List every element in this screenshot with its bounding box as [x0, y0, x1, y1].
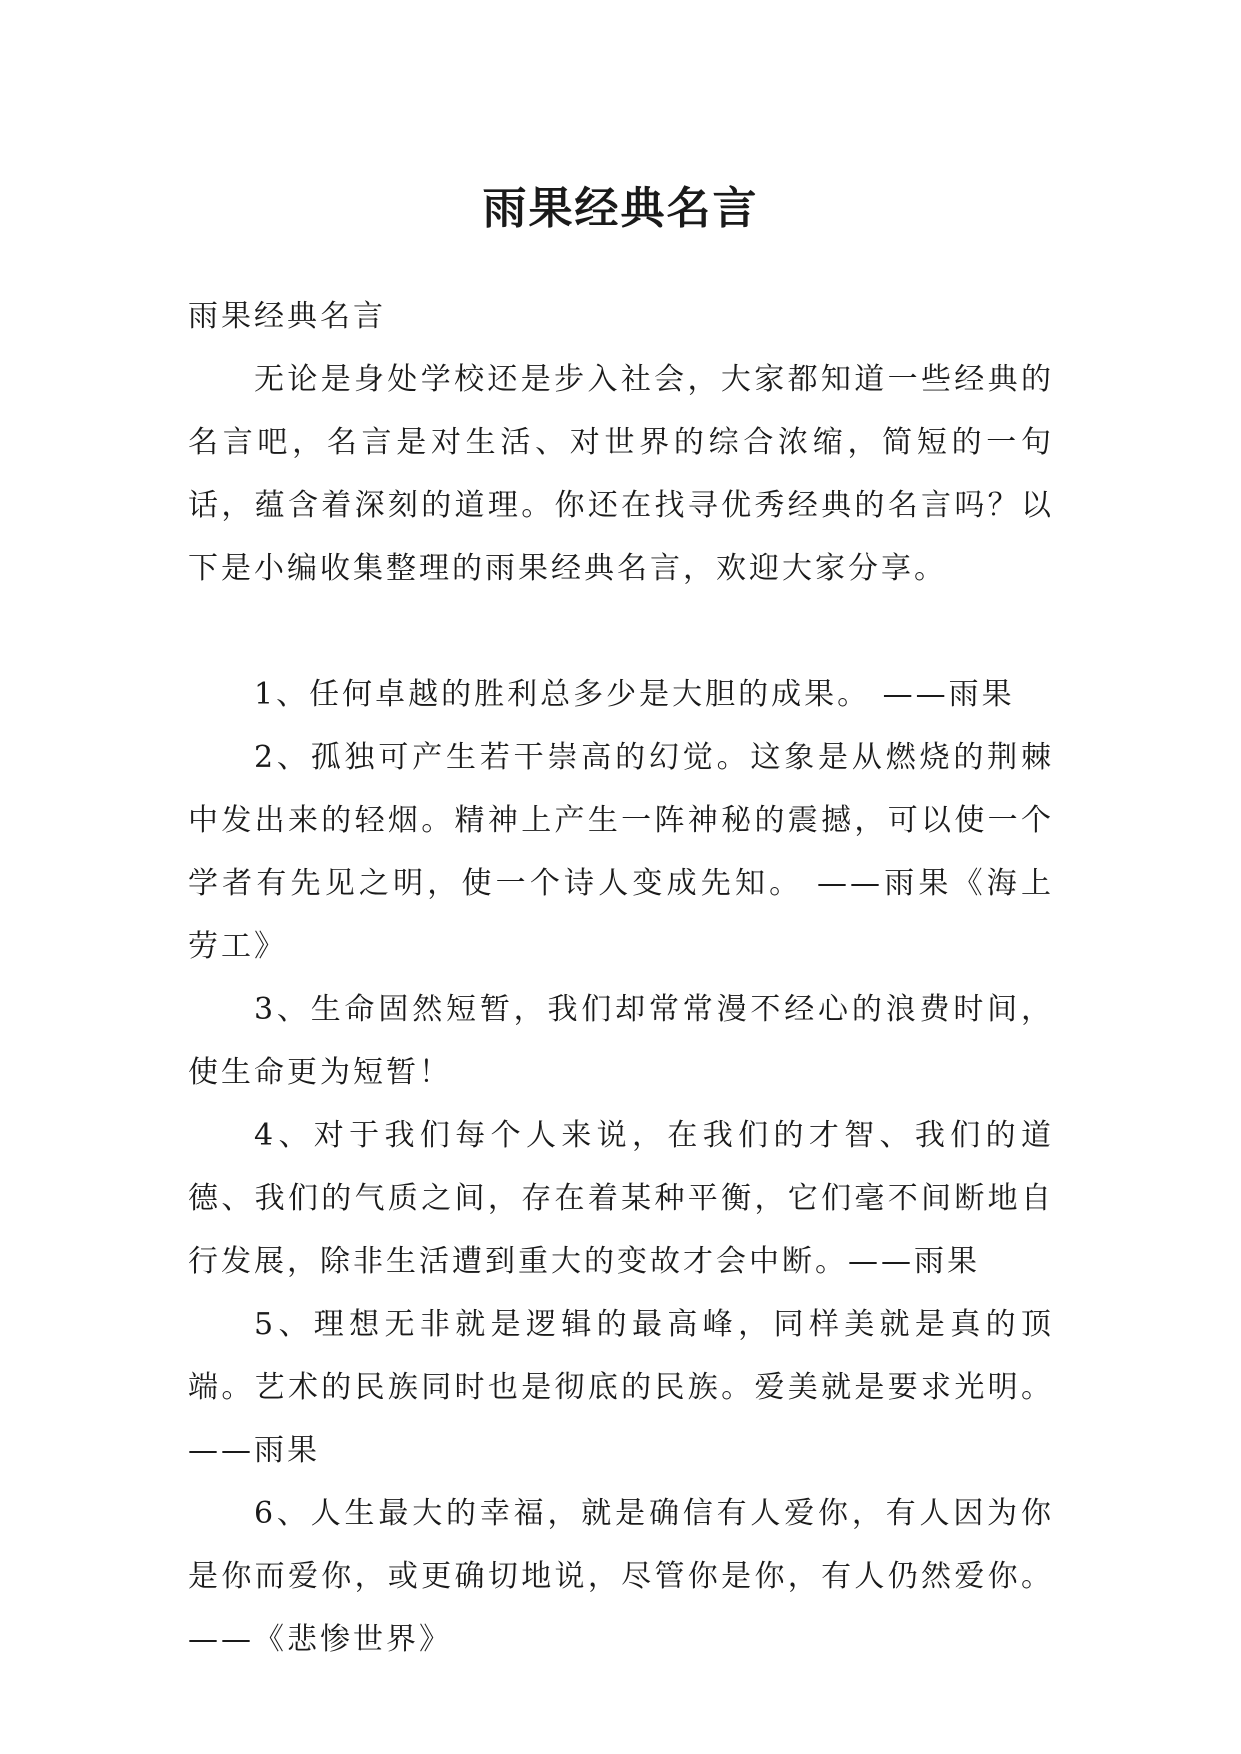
quote-item: 2、孤独可产生若干崇高的幻觉。这象是从燃烧的荆棘中发出来的轻烟。精神上产生一阵神秘的震撼，可以使一个学者有先见之明，使一个诗人变成先知。 ——雨果《海上劳工》 [188, 740, 1054, 964]
document-body [188, 285, 1054, 1671]
quote-item: 3、生命固然短暂，我们却常常漫不经心的浪费时间，使生命更为短暂！ [188, 992, 1054, 1090]
paragraph-spacer [188, 600, 1054, 663]
quote-item: 1、任何卓越的胜利总多少是大胆的成果。 ——雨果 [254, 677, 1015, 712]
page-title: 雨果经典名言 [482, 183, 759, 235]
section-heading: 雨果经典名言 [188, 299, 386, 334]
intro-paragraph: 无论是身处学校还是步入社会，大家都知道一些经典的名言吧，名言是对生活、对世界的综合浓缩，简短的一句话，蕴含着深刻的道理。你还在找寻优秀经典的名言吗？以下是小编收集整理的雨果经典名言，欢迎大家分享。 [188, 362, 1054, 586]
quote-item: 5、理想无非就是逻辑的最高峰，同样美就是真的顶端。艺术的民族同时也是彻底的民族。爱美就是要求光明。 ——雨果 [188, 1307, 1054, 1468]
quote-item: 4、对于我们每个人来说，在我们的才智、我们的道德、我们的气质之间，存在着某种平衡，它们毫不间断地自行发展，除非生活遭到重大的变故才会中断。——雨果 [188, 1118, 1054, 1279]
quote-item: 6、人生最大的幸福，就是确信有人爱你，有人因为你是你而爱你，或更确切地说，尽管你是你，有人仍然爱你。——《悲惨世界》 [188, 1496, 1054, 1657]
